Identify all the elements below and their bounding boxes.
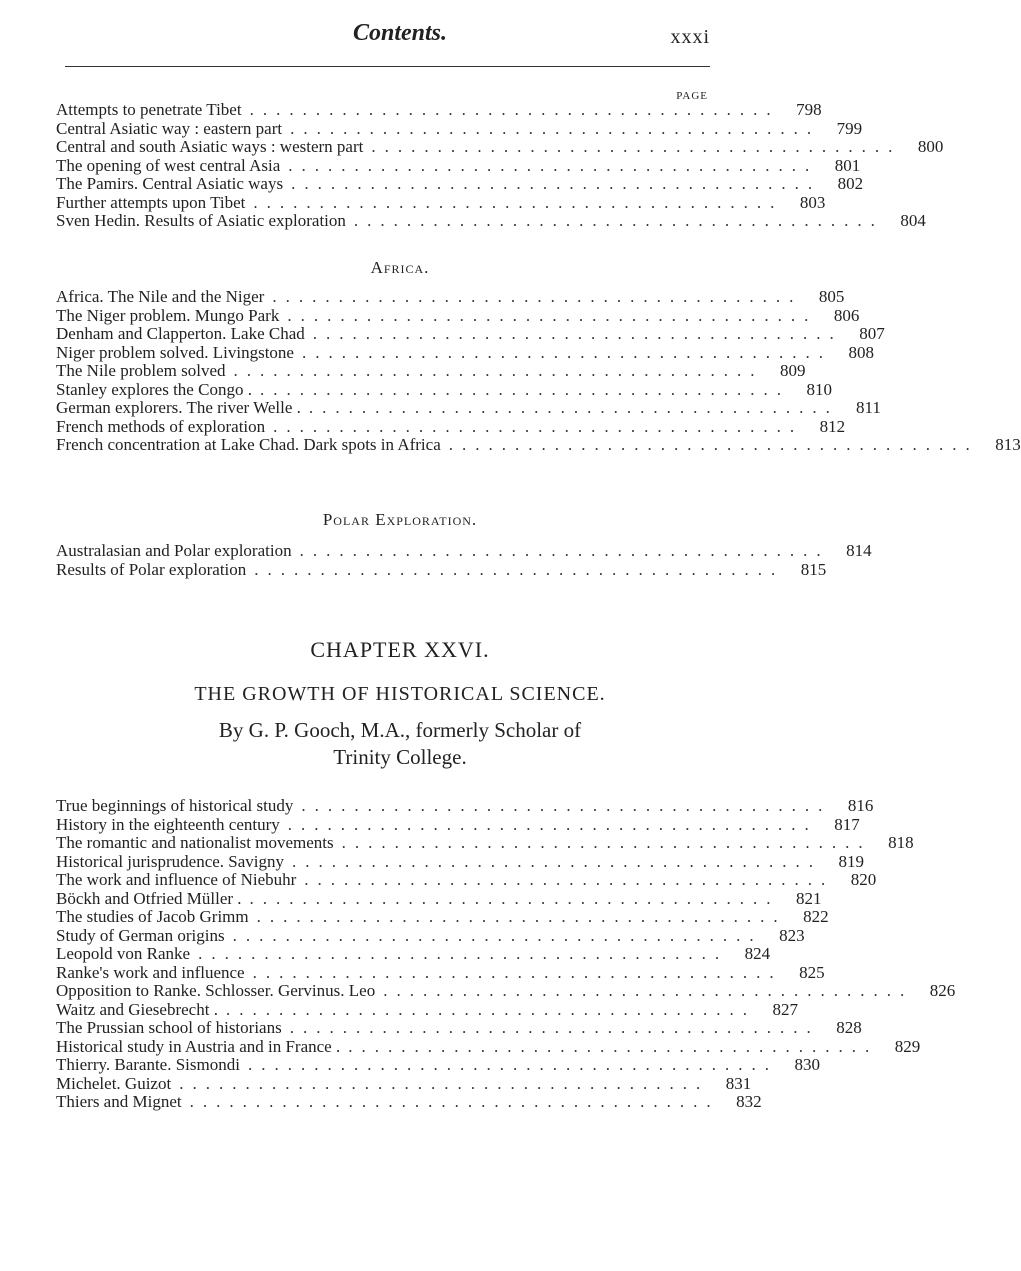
toc-entry-page: 826	[929, 981, 956, 1000]
dot-leader: ........................................	[233, 361, 764, 380]
toc-entry-title: Opposition to Ranke. Schlosser. Gervinus. Leo	[56, 981, 376, 1000]
toc-entry	[56, 155, 861, 176]
dot-leader: ........................................	[198, 944, 729, 963]
africa-entries	[56, 287, 1021, 455]
dot-leader: ........................................	[299, 541, 830, 560]
toc-entry	[56, 305, 860, 326]
chapter-entries	[56, 796, 956, 1112]
toc-entry-title: Australasian and Polar exploration	[56, 541, 292, 560]
dot-leader: ........................................	[290, 118, 821, 138]
asia-entries	[56, 100, 944, 231]
toc-entry-page: 799	[836, 118, 863, 138]
toc-entry-title: The Prussian school of historians	[56, 1018, 282, 1037]
dot-leader: ........................................	[383, 981, 914, 1000]
toc-entry-page: 827	[772, 999, 798, 1019]
dot-leader: ........................................	[291, 174, 822, 193]
toc-entry-title: Thierry. Barante. Sismondi	[56, 1055, 240, 1074]
toc-entry-page: 822	[803, 907, 829, 926]
dot-leader: ........................................	[301, 342, 832, 362]
dot-leader: ........................................	[253, 192, 784, 212]
toc-entry	[56, 1092, 762, 1112]
toc-entry	[56, 118, 863, 139]
toc-entry	[56, 907, 829, 927]
toc-entry-title: Denham and Clapperton. Lake Chad	[56, 324, 305, 343]
dot-leader: ........................................	[292, 851, 823, 871]
toc-entry-page: 798	[796, 100, 822, 119]
dot-leader: ........................................	[287, 814, 818, 834]
toc-entry-title: Central and south Asiatic ways : western part	[56, 137, 364, 156]
dot-leader: ........................................	[225, 999, 756, 1019]
toc-entry	[56, 287, 845, 307]
toc-entry-page: 807	[859, 324, 885, 343]
toc-entry	[56, 1073, 752, 1094]
dot-leader: ........................................	[308, 398, 839, 417]
toc-entry-page: 804	[900, 211, 926, 230]
toc-entry	[56, 361, 806, 381]
toc-entry-title: Study of German origins	[56, 925, 225, 945]
toc-entry-page: 814	[846, 541, 872, 560]
toc-entry-page: 830	[794, 1055, 820, 1074]
toc-entry-title: Attempts to penetrate Tibet	[56, 100, 242, 119]
toc-entry-page: 825	[799, 962, 825, 982]
toc-entry	[56, 814, 860, 835]
toc-entry-title: Stanley explores the Congo .	[56, 379, 252, 399]
toc-entry-page: 813	[995, 435, 1021, 454]
dot-leader: ........................................	[341, 833, 872, 852]
toc-entry-title: Leopold von Ranke	[56, 944, 191, 963]
chapter-number: CHAPTER XXVI.	[310, 637, 490, 662]
dot-leader: ........................................	[348, 1036, 879, 1056]
dot-leader: ........................................	[272, 287, 803, 306]
toc-entry	[56, 962, 825, 983]
running-title: Contents.	[352, 20, 448, 46]
toc-entry-title: Historical study in Austria and in France .	[56, 1036, 341, 1056]
toc-entry-page: 805	[818, 287, 845, 306]
toc-entry	[56, 416, 846, 437]
toc-entry-title: Historical jurisprudence. Savigny	[56, 851, 285, 871]
toc-entry-page: 800	[917, 137, 944, 156]
dot-leader: ........................................	[353, 211, 884, 230]
toc-entry	[56, 999, 798, 1020]
toc-entry	[56, 137, 944, 157]
toc-entry-page: 806	[833, 305, 860, 325]
toc-entry-title: Thiers and Mignet	[56, 1092, 182, 1111]
toc-entry-page: 819	[838, 851, 865, 871]
page-column-label: PAGE	[676, 90, 708, 102]
toc-entry-page: 820	[850, 870, 877, 889]
toc-entry-page: 812	[819, 416, 846, 436]
polar-entries	[56, 541, 872, 579]
toc-entry-page: 810	[806, 379, 832, 399]
toc-entry-page: 818	[888, 833, 914, 852]
toc-entry-title: Ranke's work and influence	[56, 962, 245, 982]
toc-entry-page: 832	[736, 1092, 762, 1111]
toc-entry-title: Africa. The Nile and the Niger	[56, 287, 265, 306]
toc-entry	[56, 342, 874, 363]
toc-entry	[56, 559, 827, 580]
toc-entry	[56, 1036, 921, 1057]
dot-leader: ........................................	[259, 379, 790, 399]
toc-entry-page: 801	[834, 155, 861, 175]
toc-entry-page: 809	[780, 361, 806, 380]
toc-entry-title: The studies of Jacob Grimm	[56, 907, 249, 926]
toc-entry-page: 802	[837, 174, 864, 193]
polar-heading: Polar Exploration.	[322, 510, 478, 529]
chapter-title: THE GROWTH OF HISTORICAL SCIENCE.	[194, 683, 606, 705]
dot-leader: ........................................	[247, 1055, 778, 1074]
toc-entry	[56, 851, 865, 872]
toc-entry	[56, 174, 864, 194]
toc-entry	[56, 925, 805, 946]
toc-entry-title: The Pamirs. Central Asiatic ways	[56, 174, 284, 193]
toc-entry-title: French concentration at Lake Chad. Dark spots in Africa	[56, 435, 441, 454]
toc-entry-page: 815	[800, 559, 827, 579]
toc-entry-page: 823	[779, 925, 805, 945]
toc-entry-title: True beginnings of historical study	[56, 796, 294, 815]
running-header	[0, 0, 800, 70]
dot-leader: ........................................	[289, 1018, 820, 1037]
toc-entry-page: 831	[725, 1073, 752, 1093]
toc-entry-title: The Nile problem solved	[56, 361, 226, 380]
toc-entry-title: The romantic and nationalist movements	[56, 833, 334, 852]
dot-leader: ........................................	[256, 907, 787, 926]
dot-leader: ........................................	[448, 435, 979, 454]
toc-entry-title: Niger problem solved. Livingstone	[56, 342, 294, 362]
toc-entry	[56, 211, 926, 231]
dot-leader: ........................................	[189, 1092, 720, 1111]
toc-entry-title: Central Asiatic way : eastern part	[56, 118, 283, 138]
toc-entry-page: 824	[744, 944, 771, 963]
dot-leader: ........................................	[249, 100, 780, 119]
toc-entry-title: The opening of west central Asia	[56, 155, 281, 175]
dot-leader: ........................................	[273, 416, 804, 436]
toc-entry-title: Michelet. Guizot	[56, 1073, 172, 1093]
toc-entry-title: French methods of exploration	[56, 416, 266, 436]
dot-leader: ........................................	[232, 925, 763, 945]
dot-leader: ........................................	[304, 870, 835, 889]
dot-leader: ........................................	[371, 137, 902, 156]
dot-leader: ........................................	[312, 324, 843, 343]
dot-leader: ........................................	[254, 559, 785, 579]
toc-entry-title: Waitz and Giesebrecht .	[56, 999, 218, 1019]
toc-entry-title: Results of Polar exploration	[56, 559, 247, 579]
africa-heading: Africa.	[370, 258, 430, 277]
toc-entry-title: The work and influence of Niebuhr	[56, 870, 297, 889]
toc-entry	[56, 192, 826, 213]
toc-entry	[56, 398, 881, 418]
toc-entry-page: 816	[847, 796, 874, 815]
toc-entry	[56, 379, 832, 400]
toc-entry	[56, 1018, 862, 1038]
toc-entry	[56, 1055, 820, 1075]
toc-entry-title: Sven Hedin. Results of Asiatic exploration	[56, 211, 346, 230]
header-rule	[65, 66, 710, 67]
toc-entry-page: 803	[799, 192, 826, 212]
dot-leader: ........................................	[288, 155, 819, 175]
toc-entry-page: 829	[894, 1036, 921, 1056]
toc-entry-page: 828	[836, 1018, 862, 1037]
toc-entry	[56, 888, 822, 909]
byline-line-2: Trinity College.	[333, 745, 467, 769]
toc-entry-page: 811	[856, 398, 881, 417]
toc-entry-title: Further attempts upon Tibet	[56, 192, 246, 212]
toc-entry	[56, 541, 872, 561]
toc-entry	[56, 796, 874, 816]
toc-entry	[56, 435, 1021, 455]
toc-entry	[56, 100, 822, 120]
page-number: xxxi	[670, 26, 710, 48]
byline-line-1: By G. P. Gooch, M.A., formerly Scholar of	[218, 718, 582, 742]
toc-entry-title: Böckh and Otfried Müller .	[56, 888, 242, 908]
toc-entry	[56, 324, 885, 344]
dot-leader: ........................................	[249, 888, 780, 908]
dot-leader: ........................................	[252, 962, 783, 982]
toc-entry	[56, 870, 877, 890]
toc-entry	[56, 944, 771, 964]
toc-entry-title: German explorers. The river Welle .	[56, 398, 301, 417]
toc-entry-page: 808	[848, 342, 874, 362]
chapter-byline	[0, 717, 800, 771]
toc-entry-title: History in the eighteenth century	[56, 814, 280, 834]
toc-entry-page: 817	[834, 814, 860, 834]
dot-leader: ........................................	[287, 305, 818, 325]
toc-entry-title: The Niger problem. Mungo Park	[56, 305, 280, 325]
toc-entry-page: 821	[796, 888, 822, 908]
dot-leader: ........................................	[301, 796, 832, 815]
toc-entry	[56, 981, 956, 1001]
dot-leader: ........................................	[179, 1073, 710, 1093]
toc-entry	[56, 833, 914, 853]
